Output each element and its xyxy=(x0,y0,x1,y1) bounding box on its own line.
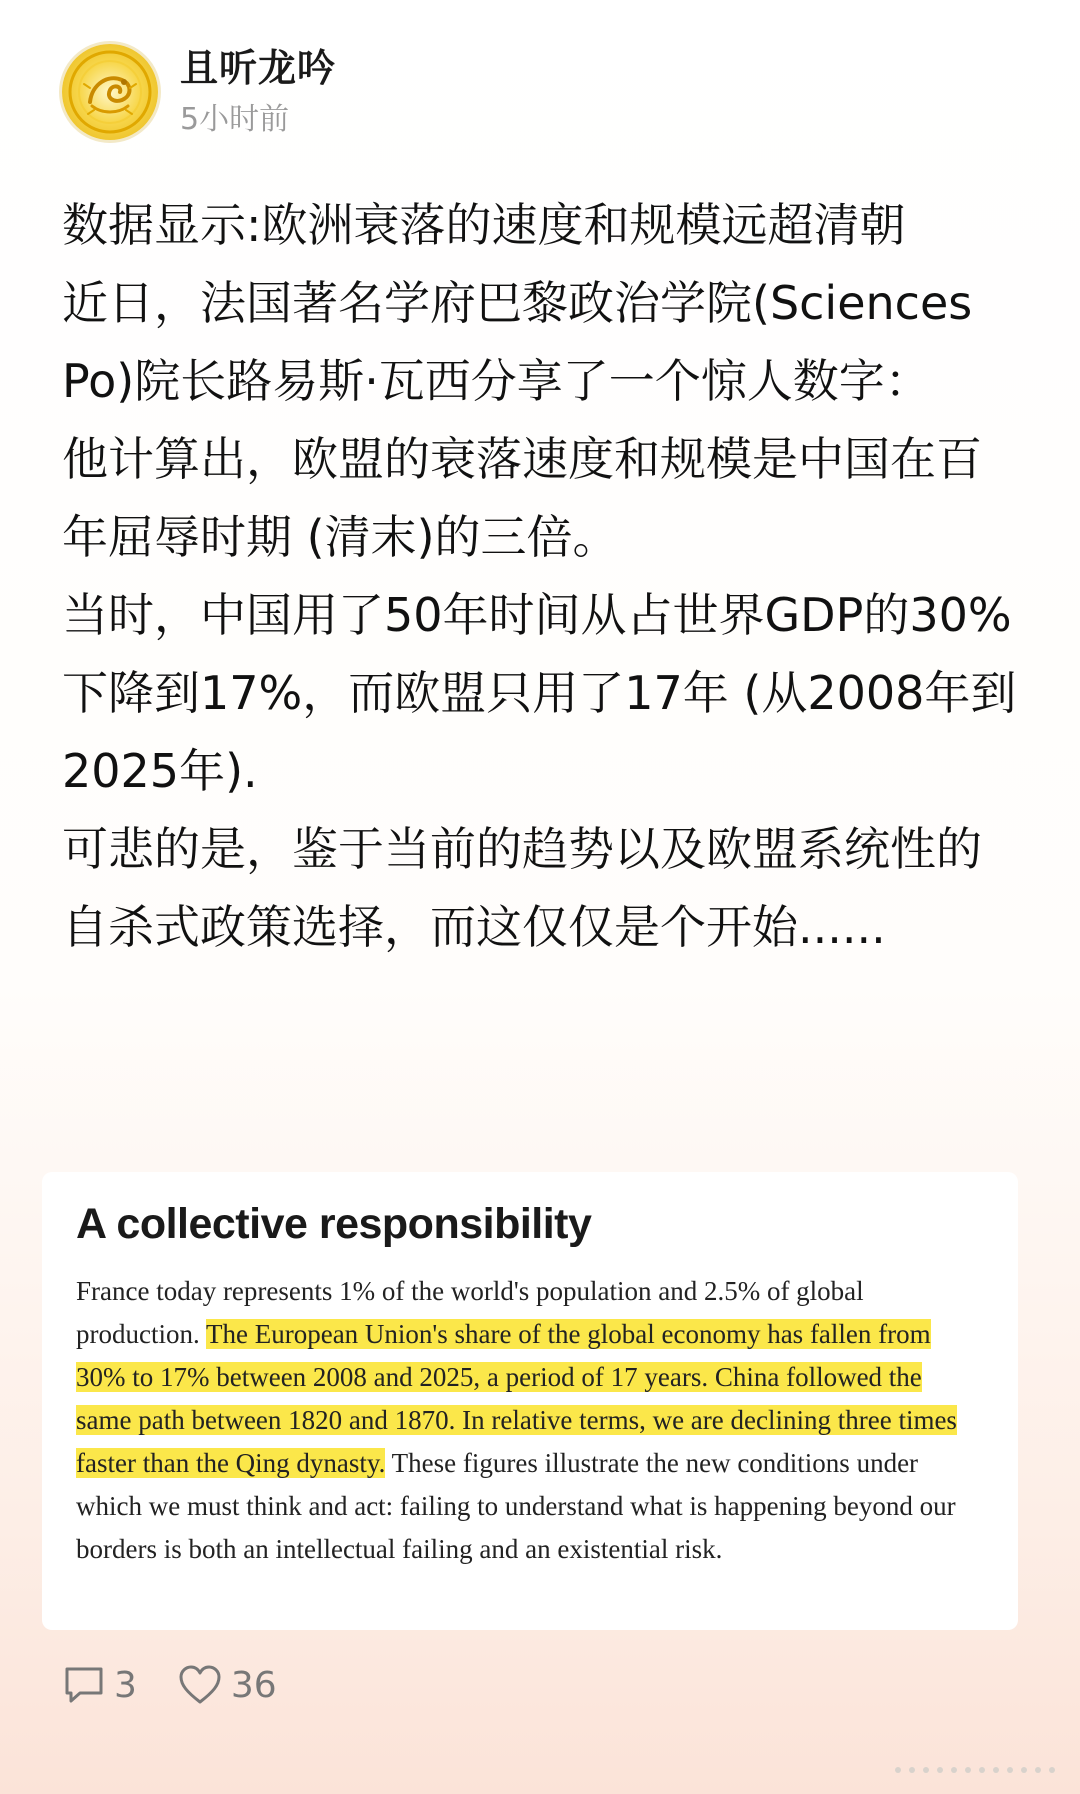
quoted-image-card[interactable] xyxy=(42,1172,1018,1630)
quote-text-end: These figures illustrate the new conditions under which we must think and act: failing to understand what is happening beyond our borders is both an intellectual failing and an existential risk. xyxy=(76,1448,956,1564)
post-paragraph: 可悲的是，鉴于当前的趋势以及欧盟系统性的自杀式政策选择，而这仅仅是个开始...... xyxy=(62,822,982,954)
user-meta xyxy=(180,44,336,140)
post-actions xyxy=(62,1664,317,1706)
quote-title: A collective responsibility xyxy=(76,1200,592,1248)
post-paragraph: 他计算出，欧盟的衰落速度和规模是中国在百年屈辱时期 (清末)的三倍。 xyxy=(62,432,982,564)
post-paragraph: 近日，法国著名学府巴黎政治学院(Sciences Po)院长路易斯·瓦西分享了一个惊人数字： xyxy=(62,276,973,408)
post-header xyxy=(62,44,336,140)
watermark-dots-icon xyxy=(892,1758,1062,1782)
comment-icon xyxy=(62,1664,106,1706)
dragon-emblem-icon xyxy=(62,44,158,140)
comment-count: 3 xyxy=(114,1664,137,1706)
like-button[interactable] xyxy=(177,1664,277,1706)
like-count: 36 xyxy=(230,1664,277,1706)
quote-text-start: France today represents 1% of the world's population and 2.5% of global production. xyxy=(76,1276,864,1349)
post-body xyxy=(62,186,1022,966)
post-timestamp: 5小时前 xyxy=(180,102,290,137)
avatar[interactable] xyxy=(62,44,158,140)
quote-highlight: The European Union's share of the global economy has fallen from 30% to 17% between 2008 and 2025, a period of 17 years. China followed the same path between 1820 and 1870. In relative terms, we are declining three times faster than the Qing dynasty. xyxy=(76,1319,957,1478)
quote-text xyxy=(76,1270,984,1571)
username[interactable]: 且听龙吟 xyxy=(180,46,337,90)
post-paragraph: 数据显示:欧洲衰落的速度和规模远超清朝 xyxy=(62,198,906,252)
post-paragraph: 当时，中国用了50年时间从占世界GDP的30%下降到17%，而欧盟只用了17年 (从2008年到2025年). xyxy=(62,588,1017,798)
comment-button[interactable] xyxy=(62,1664,137,1706)
heart-icon xyxy=(177,1664,223,1706)
